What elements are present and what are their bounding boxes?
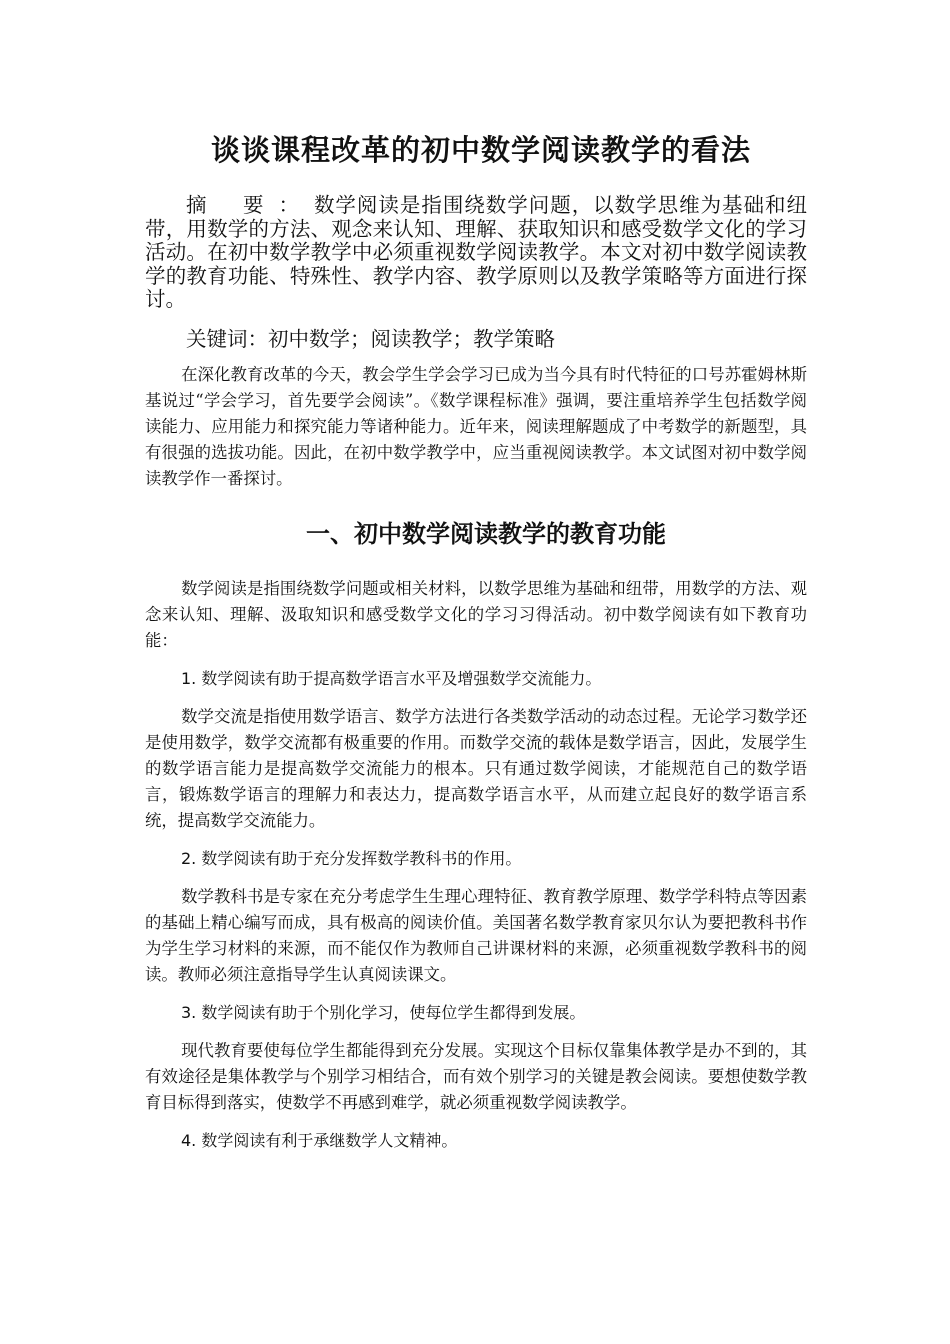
keywords-label: 关键词： xyxy=(186,326,268,351)
subheading-1: 1. 数学阅读有助于提高数学语言水平及增强数学交流能力。 xyxy=(181,668,602,688)
document-title: 谈谈课程改革的初中数学阅读教学的看法 xyxy=(210,133,751,167)
abstract-text: 数学阅读是指围绕数学问题，以数学思维为基础和纽带，用数学的方法、观念来认知、理解、获取知识和感受数学文化的学习活动。在初中数学教学中必须重视数学阅读教学。本文对初中数学阅读教学的教育功能、特殊性、教学内容、教学原则以及教学策略等方面进行探讨。 xyxy=(145,193,807,311)
section-1-intro: 数学阅读是指围绕数学问题或相关材料，以数学思维为基础和纽带，用数学的方法、观念来认知、理解、汲取知识和感受数学文化的学习习得活动。初中数学阅读有如下教育功能： xyxy=(145,578,807,650)
abstract-label: 摘 要： xyxy=(186,193,314,217)
section-1-heading: 一、初中数学阅读教学的教育功能 xyxy=(306,519,666,548)
subparagraph-3: 现代教育要使每位学生都能得到充分发展。实现这个目标仅靠集体教学是办不到的，其有效途径是集体教学与个别学习相结合，而有效个别学习的关键是教会阅读。要想使数学教育目标得到落实，使数学不再感到难学，就必须重视数学阅读教学。 xyxy=(145,1040,807,1112)
subheading-2: 2. 数学阅读有助于充分发挥数学教科书的作用。 xyxy=(181,848,522,868)
keywords-text: 初中数学；阅读教学；教学策略 xyxy=(268,326,555,351)
subheading-3: 3. 数学阅读有助于个别化学习，使每位学生都得到发展。 xyxy=(181,1002,586,1022)
subparagraph-1: 数学交流是指使用数学语言、数学方法进行各类数学活动的动态过程。无论学习数学还是使用数学，数学交流都有极重要的作用。而数学交流的载体是数学语言，因此，发展学生的数学语言能力是提高数学交流能力的根本。只有通过数学阅读，才能规范自己的数学语言，锻炼数学语言的理解力和表达力，提高数学语言水平，从而建立起良好的数学语言系统，提高数学交流能力。 xyxy=(145,706,807,830)
subparagraph-2: 数学教科书是专家在充分考虑学生生理心理特征、教育教学原理、数学学科特点等因素的基础上精心编写而成，具有极高的阅读价值。美国著名数学教育家贝尔认为要把教科书作为学生学习材料的来源，而不能仅作为教师自己讲课材料的来源，必须重视数学教科书的阅读。教师必须注意指导学生认真阅读课文。 xyxy=(145,886,807,984)
intro-paragraph: 在深化教育改革的今天，教会学生学会学习已成为当今具有时代特征的口号苏霍姆林斯基说过“学会学习，首先要学会阅读”。《数学课程标准》强调，要注重培养学生包括数学阅读能力、应用能力和探究能力等诸种能力。近年来，阅读理解题成了中考数学的新题型，具有很强的选拔功能。因此，在初中数学教学中，应当重视阅读教学。本文试图对初中数学阅读教学作一番探讨。 xyxy=(145,364,807,488)
subheading-4: 4. 数学阅读有利于承继数学人文精神。 xyxy=(181,1130,458,1150)
keywords-paragraph xyxy=(145,326,807,352)
document-body xyxy=(145,128,807,1166)
abstract-paragraph xyxy=(145,194,807,312)
